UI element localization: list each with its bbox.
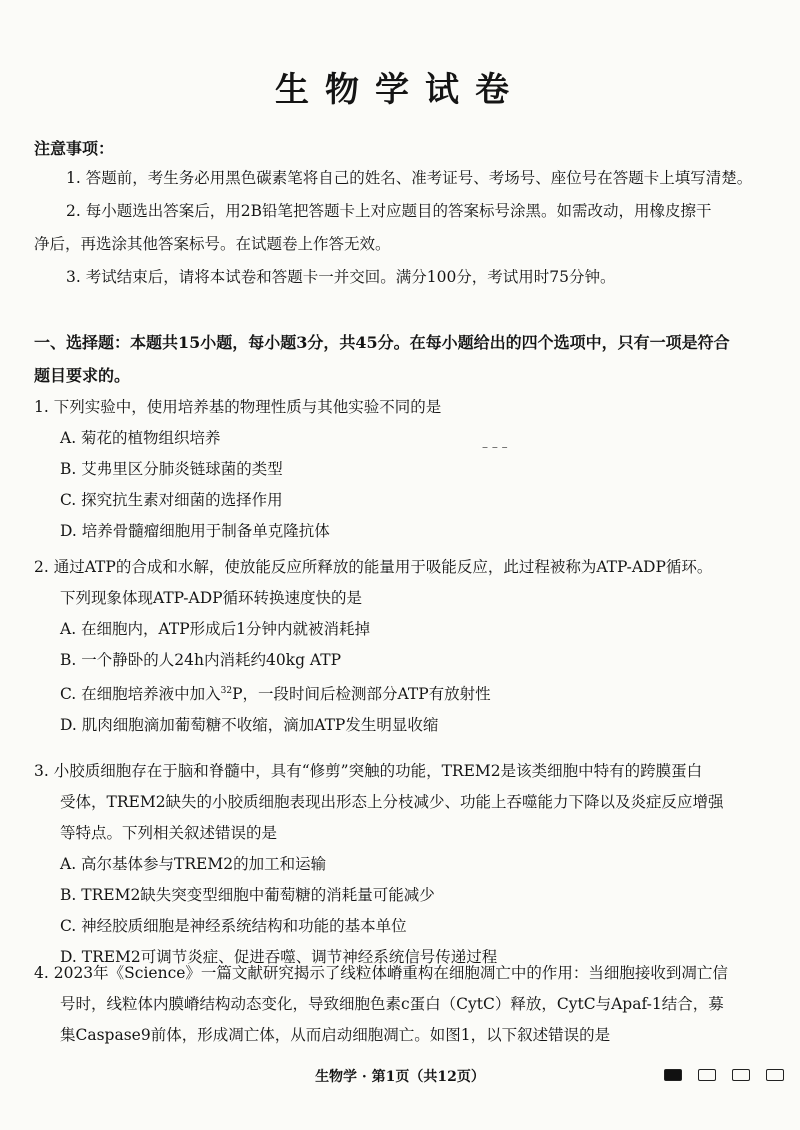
page-indicator [664, 1069, 784, 1081]
option-b: B. TREM2缺失突变型细胞中葡萄糖的消耗量可能减少 [60, 886, 435, 904]
page-marker [698, 1069, 716, 1081]
isotope-superscript: 32 [220, 686, 233, 696]
question-4 [34, 958, 774, 1051]
question-stem-cont: 集Caspase9前体，形成凋亡体，从而启动细胞凋亡。如图1，以下叙述错误的是 [60, 1026, 611, 1044]
option-c: C. 神经胶质细胞是神经系统结构和功能的基本单位 [60, 917, 407, 935]
page-footer: 生物学 · 第1页（共12页） [315, 1069, 485, 1085]
question-stem-cont: 号时，线粒体内膜嵴结构动态变化，导致细胞色素c蛋白（CytC）释放，CytC与Apaf-1结合，募 [60, 995, 724, 1013]
section-heading-line1: 一、选择题：本题共15小题，每小题3分，共45分。在每小题给出的四个选项中，只有一项是符合 [34, 333, 730, 352]
page-title: 生物学试卷 [275, 70, 525, 110]
notice-item-2-cont: 净后，再选涂其他答案标号。在试题卷上作答无效。 [34, 235, 391, 253]
option-c-text-post: P，一段时间后检测部分ATP有放射性 [232, 685, 491, 704]
option-a: A. 高尔基体参与TREM2的加工和运输 [60, 855, 327, 873]
question-2 [34, 552, 774, 741]
question-1 [34, 392, 774, 547]
page-marker [732, 1069, 750, 1081]
question-3 [34, 756, 774, 973]
option-b: B. 一个静卧的人24h内消耗约40kg ATP [60, 651, 342, 669]
section-heading-line2: 题目要求的。 [34, 366, 131, 385]
option-d: D. TREM2可调节炎症、促进吞噬、调节神经系统信号传递过程 [60, 948, 498, 966]
question-stem: 4. 2023年《Science》一篇文献研究揭示了线粒体嵴重构在细胞凋亡中的作用：当细胞接收到凋亡信 [34, 964, 728, 982]
option-a: A. 菊花的植物组织培养 [60, 429, 221, 447]
option-c: C. 探究抗生素对细菌的选择作用 [60, 491, 283, 509]
option-c-text-pre: C. 在细胞培养液中加入 [60, 685, 221, 704]
section-heading [34, 326, 774, 392]
notice-item-1: 1. 答题前，考生务必用黑色碳素笔将自己的姓名、准考证号、考场号、座位号在答题卡上填写清楚。 [66, 169, 753, 187]
notice-heading: 注意事项： [34, 139, 115, 158]
stray-mark: – – – [482, 440, 508, 454]
option-c [34, 676, 774, 710]
question-stem-cont: 受体，TREM2缺失的小胶质细胞表现出形态上分枝减少、功能上吞噬能力下降以及炎症反应增强 [60, 793, 724, 811]
page-marker [766, 1069, 784, 1081]
notice-list [34, 162, 774, 294]
notice-item-2: 2. 每小题选出答案后，用2B铅笔把答题卡上对应题目的答案标号涂黑。如需改动，用橡皮擦干 [66, 202, 712, 220]
question-stem: 3. 小胶质细胞存在于脑和脊髓中，具有“修剪”突触的功能，TREM2是该类细胞中特有的跨膜蛋白 [34, 762, 703, 780]
question-stem: 2. 通过ATP的合成和水解，使放能反应所释放的能量用于吸能反应，此过程被称为ATP-ADP循环。 [34, 558, 713, 576]
notice-item-3: 3. 考试结束后，请将本试卷和答题卡一并交回。满分100分，考试用时75分钟。 [66, 268, 616, 286]
option-d: D. 肌肉细胞滴加葡萄糖不收缩，滴加ATP发生明显收缩 [60, 716, 439, 735]
question-stem-cont: 等特点。下列相关叙述错误的是 [60, 824, 278, 842]
option-b: B. 艾弗里区分肺炎链球菌的类型 [60, 460, 283, 478]
question-stem: 1. 下列实验中，使用培养基的物理性质与其他实验不同的是 [34, 398, 442, 416]
option-a: A. 在细胞内，ATP形成后1分钟内就被消耗掉 [60, 620, 371, 638]
page-marker-filled [664, 1069, 682, 1081]
question-stem-cont: 下列现象体现ATP-ADP循环转换速度快的是 [60, 589, 363, 607]
option-d: D. 培养骨髓瘤细胞用于制备单克隆抗体 [60, 522, 330, 540]
